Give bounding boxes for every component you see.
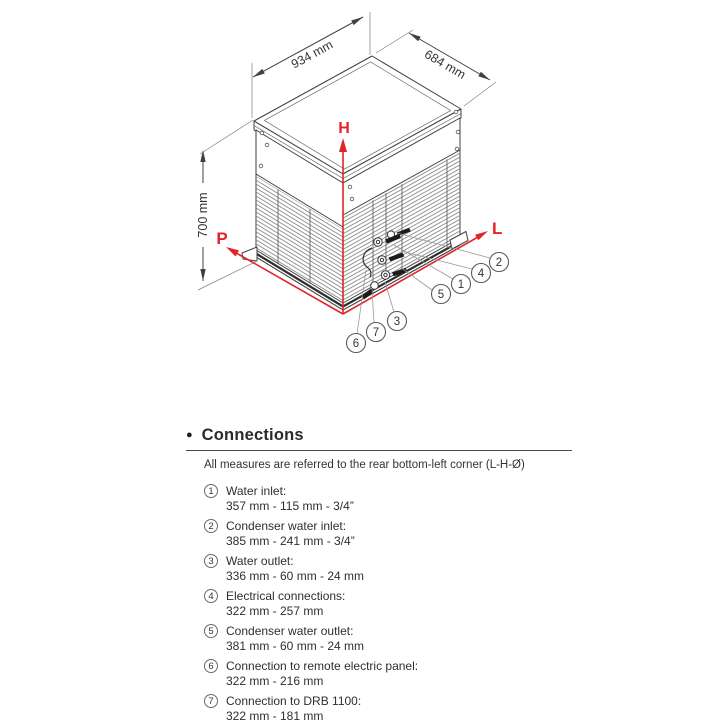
connection-label: Electrical connections:	[226, 589, 346, 603]
connection-item-2	[204, 519, 572, 549]
callout-number-6: 6	[352, 338, 360, 350]
axis-p-label: P	[216, 229, 228, 248]
connection-number-badge: 5	[204, 624, 218, 638]
width-dimension-label: 934 mm	[288, 37, 336, 72]
depth-dimension-label: 684 mm	[421, 47, 469, 82]
axis-p-arrowhead	[226, 247, 239, 257]
callout-number-3: 3	[393, 316, 401, 328]
connection-measure: 322 mm - 181 mm	[226, 709, 324, 720]
height-dimension-label: 700 mm	[196, 192, 210, 238]
connection-label: Condenser water inlet:	[226, 519, 347, 533]
heading-rule	[186, 450, 572, 451]
connection-item-6	[204, 659, 572, 689]
connection-measure: 357 mm - 115 mm - 3/4”	[226, 499, 354, 513]
connection-item-1	[204, 484, 572, 514]
connection-measure: 385 mm - 241 mm - 3/4”	[226, 534, 355, 548]
axis-l-label: L	[492, 219, 503, 238]
connections-note: All measures are referred to the rear bottom-left corner (L-H-Ø)	[204, 459, 525, 471]
callout-number-4: 4	[477, 268, 485, 280]
connection-item-3	[204, 554, 572, 584]
connection-label: Connection to remote electric panel:	[226, 659, 419, 673]
dimension-height	[196, 120, 258, 290]
bullet-icon: ●	[186, 428, 193, 441]
axis-h-label: H	[338, 120, 350, 137]
connection-item-4	[204, 589, 572, 619]
connection-label: Condenser water outlet:	[226, 624, 354, 638]
connection-measure: 381 mm - 60 mm - 24 mm	[226, 639, 365, 653]
connection-item-5	[204, 624, 572, 654]
connection-number-badge: 6	[204, 659, 218, 673]
callout-number-7: 7	[372, 327, 380, 339]
callout-number-5: 5	[437, 289, 445, 301]
connection-label: Water outlet:	[226, 554, 294, 568]
connection-measure: 322 mm - 216 mm	[226, 674, 324, 688]
connection-number-badge: 2	[204, 519, 218, 533]
connection-item-7	[204, 694, 572, 720]
connection-number-badge: 3	[204, 554, 218, 568]
axis-l-arrowhead	[475, 231, 488, 240]
callout-number-1: 1	[457, 279, 465, 291]
connections-section	[186, 424, 572, 720]
connection-number-badge: 7	[204, 694, 218, 708]
connection-label: Water inlet:	[226, 484, 287, 498]
connection-number-badge: 4	[204, 589, 218, 603]
connections-list	[204, 484, 572, 720]
connection-number-badge: 1	[204, 484, 218, 498]
connection-measure: 322 mm - 257 mm	[226, 604, 324, 618]
callout-number-2: 2	[495, 257, 503, 269]
connections-heading	[186, 424, 572, 446]
connection-measure: 336 mm - 60 mm - 24 mm	[226, 569, 365, 583]
left-foot	[242, 247, 257, 261]
machine-body	[242, 56, 468, 310]
connection-label: Connection to DRB 1100:	[226, 694, 362, 708]
connections-title: Connections	[201, 425, 304, 444]
